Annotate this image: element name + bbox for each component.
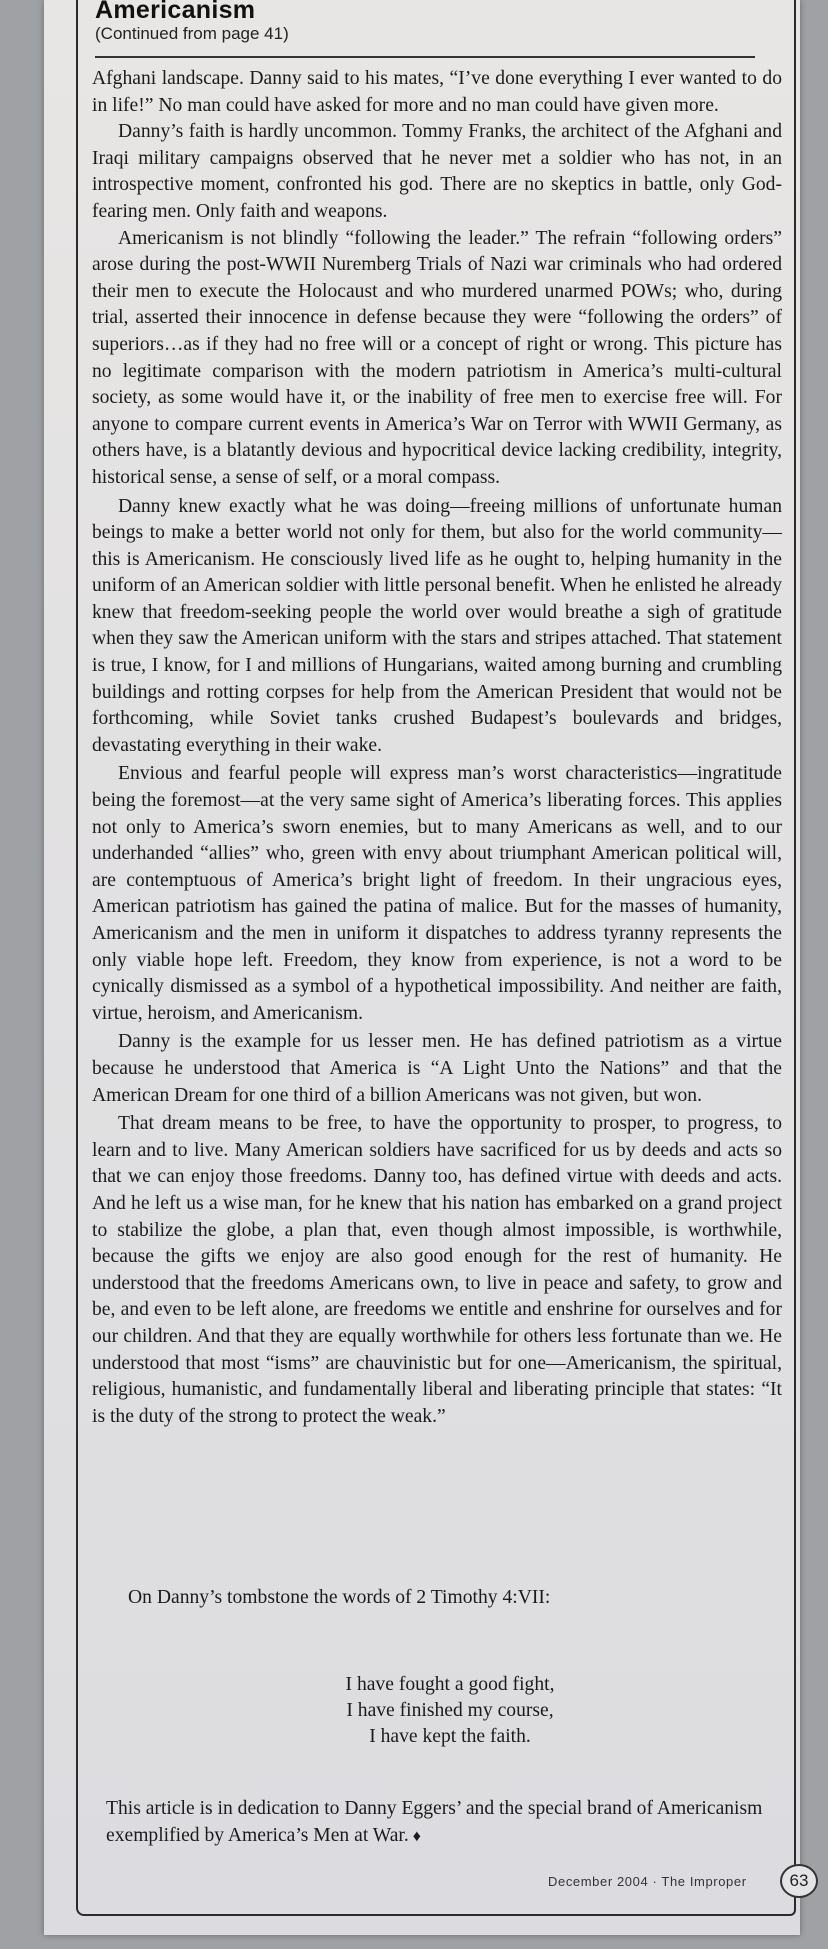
tombstone-intro: On Danny’s tombstone the words of 2 Timothy 4:VII: xyxy=(128,1587,551,1608)
quote-line: I have fought a good fight, xyxy=(345,1674,555,1695)
end-mark-icon: ♦ xyxy=(412,1828,421,1845)
quote-line: I have kept the faith. xyxy=(369,1726,531,1747)
article-title: Americanism xyxy=(95,0,256,24)
paragraph: Danny’s faith is hardly uncommon. Tommy Franks, the architect of the Afghani and Iraqi military campaigns observed that he never met a soldier who has not, in an introspective moment, confronted his god. There are no skeptics in battle, only God-fearing men. Only faith and weapons. xyxy=(92,121,782,222)
continued-note: (Continued from page 41) xyxy=(95,24,289,43)
page-number: 63 xyxy=(780,1864,818,1898)
paragraph: Americanism is not blindly “following the leader.” The refrain “following orders” arose during the post-WWII Nuremberg Trials of Nazi war criminals who had ordered their men to execute the Holocaust and who murdered unarmed POWs; who, during trial, asserted their innocence in defense because they were “following the orders” of superiors…as if they had no free will or a concept of right or wrong. This picture has no legitimate comparison with the modern patriotism in America’s multi-cultural society, as some would have it, or the inability of free men to exercise free will. For anyone to compare current events in America’s War on Terror with WWII Germany, as others have, is a blatantly devious and hypocritical device lacking credibility, integrity, historical sense, a sense of self, or a moral compass. xyxy=(92,227,782,488)
paragraph: Danny is the example for us lesser men. He has defined patriotism as a virtue because he understood that America is “A Light Unto the Nations” and that the American Dream for one third of a billion Americans was not given, but won. xyxy=(92,1031,782,1106)
paragraph: Envious and fearful people will express man’s worst characteristics—ingratitude being the foremost—at the very same sight of America’s liberating forces. This applies not only to America’s sworn enemies, but to many Americans as well, and to our underhanded “allies” who, green with envy about triumphant American political will, are contemptuous of America’s bright light of freedom. In their ungracious eyes, American patriotism has gained the patina of malice. But for the masses of humanity, Americanism and the men in uniform it dispatches to address tyranny represents the only viable hope left. Freedom, they know from experience, is not a word to be cynically dismissed as a symbol of a hypothetical impossibility. And neither are faith, virtue, heroism, and Americanism. xyxy=(92,763,782,1024)
quote-line: I have finished my course, xyxy=(346,1700,554,1721)
paragraph: Afghani landscape. Danny said to his mates, “I’ve done everything I ever wanted to do in life!” No man could have asked for more and no man could have given more. xyxy=(92,68,782,116)
scripture-quote xyxy=(300,1672,600,1750)
footer-issue: December 2004 · The Improper xyxy=(548,1874,747,1889)
dedication-text: This article is in dedication to Danny Eggers’ and the special brand of Americanism exemplified by America’s Men at War. xyxy=(106,1798,763,1846)
article-body xyxy=(92,66,782,1430)
header-rule xyxy=(95,56,755,58)
paragraph: That dream means to be free, to have the opportunity to prosper, to progress, to learn and to live. Many American soldiers have sacrificed for us by deeds and acts so that we can enjoy those freedoms. Danny too, has defined virtue with deeds and acts. And he left us a wise man, for he knew that his nation has embarked on a grand project to stabilize the globe, a plan that, even though almost impossible, is worthwhile, because the gifts we enjoy are also good enough for the rest of humanity. He understood that the freedoms Americans own, to live in peace and safety, to grow and be, and even to be left alone, are freedoms we entitle and enshrine for ourselves and for our children. And that they are equally worthwhile for others less fortunate than we. He understood that most “isms” are chauvinistic but for one—Americanism, the spiritual, religious, humanistic, and fundamentally liberal and liberating principle that states: “It is the duty of the strong to protect the weak.” xyxy=(92,1113,782,1427)
paragraph: Danny knew exactly what he was doing—freeing millions of unfortunate human beings to make a better world not only for them, but also for the world community—this is Americanism. He consciously lived life as he ought to, helping humanity in the uniform of an American soldier with little personal benefit. When he enlisted he already knew that freedom-seeking people the world over would breathe a sigh of gratitude when they saw the American uniform with the stars and stripes attached. That statement is true, I know, for I and millions of Hungarians, waited among burning and crumbling buildings and rotting corpses for help from the American President that would not be forthcoming, while Soviet tanks crushed Budapest’s boulevards and bridges, devastating everything in their wake. xyxy=(92,495,782,756)
dedication xyxy=(106,1795,786,1850)
